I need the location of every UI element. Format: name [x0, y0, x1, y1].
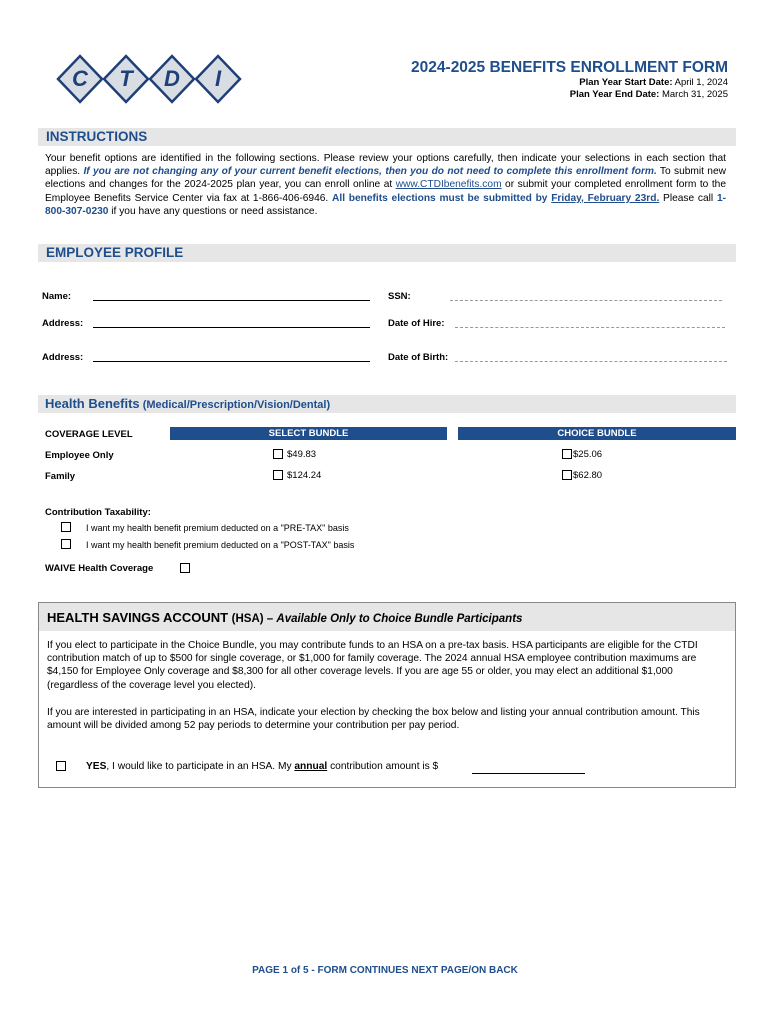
hsa-eligibility-note: Available Only to Choice Bundle Participants	[276, 613, 523, 625]
choice-family-price: $62.80	[573, 470, 603, 481]
select-employee-only-price: $49.83	[287, 449, 317, 460]
contribution-taxability-heading: Contribution Taxability:	[45, 507, 151, 518]
name-field[interactable]	[93, 300, 370, 301]
coverage-employee-only: Employee Only	[45, 450, 114, 461]
page-footer: PAGE 1 of 5 - FORM CONTINUES NEXT PAGE/ON BACK	[252, 965, 518, 976]
hsa-yes-text: , I would like to participate in an HSA. My	[106, 761, 295, 772]
hsa-yes-checkbox[interactable]	[56, 761, 66, 771]
birth-date-label: Date of Birth:	[388, 352, 449, 363]
hsa-section	[38, 602, 736, 788]
logo-tile-d	[150, 56, 194, 102]
logo-tile-i	[196, 56, 240, 102]
logo-letter-d: D	[164, 66, 180, 91]
plan-start-label: Plan Year Start Date:	[579, 77, 673, 88]
name-label: Name:	[42, 291, 72, 302]
address1-field[interactable]	[93, 327, 370, 328]
instructions-section-bar	[38, 128, 736, 146]
hsa-paragraph-2: If you are interested in participating in an HSA, indicate your election by checking the box below and listing your annual contribution amount. This amount will be divided among 52 pay periods to determine your contribution per pay period.	[47, 707, 700, 732]
plan-end-date	[570, 89, 728, 100]
hsa-title: HEALTH SAVINGS ACCOUNT	[47, 610, 232, 625]
instructions-p3: To submit new elections and changes for the 2024-2025 plan year, you can enroll online at	[45, 166, 726, 191]
waive-coverage-label: WAIVE Health Coverage	[45, 563, 154, 574]
hsa-amount-field[interactable]	[472, 773, 585, 774]
address2-label: Address:	[42, 352, 84, 363]
choice-employee-only-price: $25.06	[573, 449, 603, 460]
coverage-family: Family	[45, 471, 76, 482]
instructions-p1: Your benefit options are identified in the following sections. Please review your options carefully, then indicate your selections in each section that applies.	[45, 153, 726, 178]
hire-date-field[interactable]	[455, 327, 725, 328]
select-family-price: $124.24	[287, 470, 322, 481]
logo-tile-t	[104, 56, 148, 102]
hsa-header-bar	[39, 603, 735, 631]
health-benefits-heading	[45, 396, 330, 411]
ssn-label: SSN:	[388, 291, 411, 302]
instructions-deadline-date: Friday, February 23rd.	[551, 192, 660, 204]
form-title: 2024-2025 BENEFITS ENROLLMENT FORM	[411, 59, 728, 76]
instructions-heading: INSTRUCTIONS	[46, 129, 148, 144]
ssn-field[interactable]	[450, 300, 722, 301]
birth-date-field[interactable]	[455, 361, 727, 362]
hsa-yes-statement	[86, 761, 438, 772]
logo-tile-c	[58, 56, 102, 102]
pretax-label: I want my health benefit premium deducted on a "PRE-TAX" basis	[86, 523, 349, 533]
profile-section-bar	[38, 244, 736, 262]
health-subtitle: (Medical/Prescription/Vision/Dental)	[139, 399, 331, 411]
instructions-no-change-note: If you are not changing any of your current benefit elections, then you do not need to complete this enrollment form.	[83, 166, 657, 178]
select-employee-only-checkbox[interactable]	[273, 449, 283, 459]
instructions-text	[45, 152, 726, 218]
logo-letter-i: I	[214, 66, 222, 91]
coverage-level-header: COVERAGE LEVEL	[45, 429, 133, 440]
address1-label: Address:	[42, 318, 84, 329]
hsa-heading	[47, 610, 522, 625]
hsa-tag: (HSA) –	[231, 613, 277, 625]
plan-end-label: Plan Year End Date:	[569, 89, 660, 100]
instructions-phone: 1-800-307-0230	[45, 192, 726, 217]
health-title: Health Benefits	[45, 396, 140, 411]
posttax-label: I want my health benefit premium deducted on a "POST-TAX" basis	[86, 540, 355, 550]
instructions-p6: Please call	[659, 192, 717, 204]
choice-family-checkbox[interactable]	[562, 470, 572, 480]
hsa-yes-end: contribution amount is $	[327, 761, 439, 772]
plan-start-date	[579, 77, 728, 88]
hsa-yes-label: YES	[86, 761, 107, 772]
select-bundle-header: SELECT BUNDLE	[170, 427, 447, 440]
ctdi-logo	[52, 52, 252, 106]
choice-bundle-header: CHOICE BUNDLE	[458, 427, 736, 440]
address2-field[interactable]	[93, 361, 370, 362]
instructions-p7: if you have any questions or need assistance.	[108, 205, 318, 217]
instructions-deadline-note: All benefits elections must be submitted by	[332, 192, 552, 204]
logo-letter-c: C	[72, 66, 88, 91]
logo-letter-t: T	[119, 66, 133, 91]
instructions-p4: or submit your completed enrollment form to the Employee Benefits Service Center via fax at 1-866-406-6946.	[45, 179, 726, 204]
hsa-annual-word: annual	[294, 761, 328, 772]
profile-heading: EMPLOYEE PROFILE	[46, 245, 184, 260]
waive-coverage-checkbox[interactable]	[180, 563, 190, 573]
hire-date-label: Date of Hire:	[388, 318, 445, 329]
hsa-paragraph-1: If you elect to participate in the Choice Bundle, you may contribute funds to an HSA on a pre-tax basis. HSA participants are eligible for the CTDI contribution match of up to $500 for single coverage, or $1,000 for family coverage. The 2024 annual HSA employee contribution maximums are $4,150 for Employee Only coverage and $8,300 for all other coverage levels. If you are age 55 or older, you may elect an additional $1,000 (regardless of the coverage level you elected).	[47, 640, 698, 691]
plan-end-value: March 31, 2025	[659, 89, 728, 100]
posttax-checkbox[interactable]	[61, 539, 71, 549]
enroll-online-link[interactable]: www.CTDIbenefits.com	[395, 179, 502, 191]
plan-start-value: April 1, 2024	[672, 77, 728, 88]
select-family-checkbox[interactable]	[273, 470, 283, 480]
choice-employee-only-checkbox[interactable]	[562, 449, 572, 459]
pretax-checkbox[interactable]	[61, 522, 71, 532]
